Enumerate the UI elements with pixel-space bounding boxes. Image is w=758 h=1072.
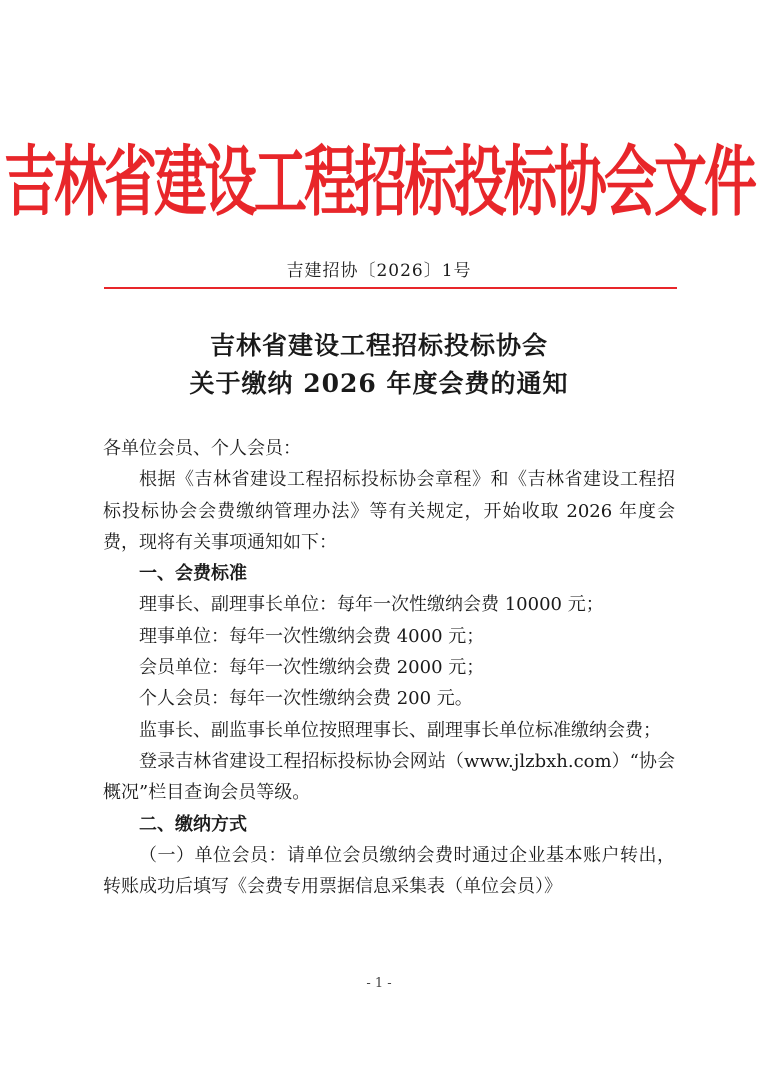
title-line-1: 吉林省建设工程招标投标协会 xyxy=(209,331,548,360)
payment-unit-member: （一）单位会员：请单位会员缴纳会费时通过企业基本账户转出，转账成功后填写《会费专用票据信息采集表（单位会员）》 xyxy=(103,844,675,898)
fee-item-chair: 理事长、副理事长单位：每年一次性缴纳会费 10000 元； xyxy=(139,594,604,616)
notice-body xyxy=(103,433,675,902)
masthead-title: 吉林省建设工程招标投标协会文件 xyxy=(4,138,754,228)
notice-title xyxy=(0,327,758,403)
red-divider xyxy=(104,287,677,289)
salutation: 各单位会员、个人会员： xyxy=(103,438,301,459)
fee-item-individual: 个人会员：每年一次性缴纳会费 200 元。 xyxy=(139,688,473,710)
website-note: 登录吉林省建设工程招标投标协会网站（www.jlzbxh.com）“协会概况”栏目查询会员等级。 xyxy=(103,750,675,804)
fee-item-member: 会员单位：每年一次性缴纳会费 2000 元； xyxy=(139,657,485,679)
section-heading-fee-standard: 一、会费标准 xyxy=(139,563,247,585)
document-number: 吉建招协〔2026〕1号 xyxy=(286,261,472,281)
supervisor-note: 监事长、副监事长单位按照理事长、副理事长单位标准缴纳会费； xyxy=(139,719,661,741)
page-number: - 1 - xyxy=(366,976,392,991)
fee-item-director: 理事单位：每年一次性缴纳会费 4000 元； xyxy=(139,625,485,647)
section-heading-payment-method: 二、缴纳方式 xyxy=(139,813,247,835)
intro-paragraph: 根据《吉林省建设工程招标投标协会章程》和《吉林省建设工程招标投标协会会费缴纳管理办法》等有关规定，开始收取 2026 年度会费，现将有关事项通知如下： xyxy=(103,469,675,553)
title-line-2: 关于缴纳 2026 年度会费的通知 xyxy=(189,369,569,398)
